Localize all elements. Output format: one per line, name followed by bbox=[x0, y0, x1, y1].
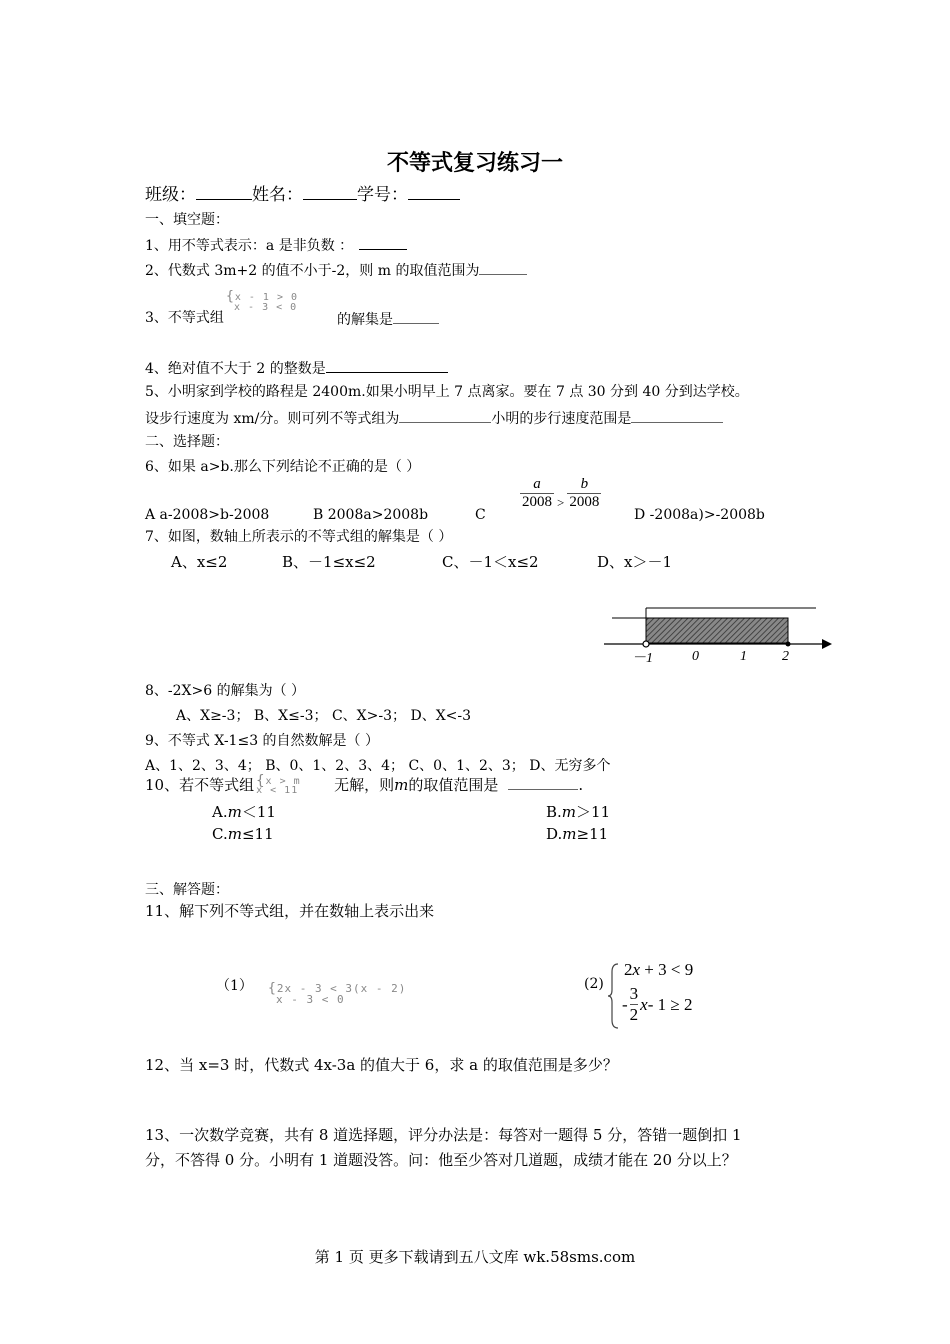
question-5-text-a: 设步行速度为 xm/分。则可列不等式组为 bbox=[145, 411, 400, 427]
question-11-stem: 11、解下列不等式组，并在数轴上表示出来 bbox=[145, 902, 435, 920]
question-10-end: . bbox=[578, 776, 584, 794]
question-5-blank-b[interactable] bbox=[631, 406, 723, 423]
solution-region-hatch bbox=[646, 618, 788, 643]
part-2-brace bbox=[608, 962, 620, 1030]
part-1-line1: 2x - 3 < 3(x - 2) bbox=[276, 982, 407, 995]
question-6-option-d: D -2008a)>-2008b bbox=[634, 507, 765, 523]
question-1-text: 1、用不等式表示：a 是非负数 ： bbox=[145, 238, 354, 254]
section-choice-heading: 二、选择题： bbox=[145, 434, 229, 450]
fraction-a-denominator: 2008 bbox=[522, 494, 552, 510]
question-2 bbox=[145, 258, 527, 280]
question-13-line2: 分，不答得 0 分。小明有 1 道题没答。问：他至少答对几道题，成绩才能在 20 分以上？ bbox=[145, 1151, 737, 1169]
option-a-rel: ＜11 bbox=[241, 803, 276, 821]
question-2-text: 2、代数式 3m+2 的值不小于-2，则 m 的取值范围为 bbox=[145, 263, 480, 279]
question-6-option-a: A a-2008>b-2008 bbox=[145, 507, 270, 523]
axis-label-0: 0 bbox=[692, 649, 699, 664]
question-3-suffix: 的解集是 bbox=[337, 312, 393, 328]
closed-point-2 bbox=[786, 642, 791, 647]
part-2-coef: 2 bbox=[624, 960, 633, 979]
option-d-rel: ≥11 bbox=[576, 825, 609, 843]
part-2-x2: x bbox=[640, 994, 648, 1014]
question-3-system-line1: x - 1 > 0 bbox=[234, 292, 299, 303]
question-10-system-line2: x < 11 bbox=[256, 785, 299, 796]
question-10-stem bbox=[145, 773, 583, 795]
question-11-part-1-system: {2x - 3 < 3(x - 2) x - 3 < 0 bbox=[268, 981, 407, 1006]
question-5-line2 bbox=[145, 406, 723, 428]
question-9-stem: 9、不等式 X-1≤3 的自然数解是（ ） bbox=[145, 733, 380, 749]
part-2-minus: - bbox=[622, 994, 628, 1014]
question-10-option-c bbox=[212, 825, 274, 843]
number-line-figure bbox=[600, 598, 840, 670]
question-1-blank[interactable] bbox=[359, 233, 407, 250]
part-2-line2 bbox=[622, 984, 692, 1025]
axis-label-1: 1 bbox=[740, 649, 747, 664]
option-c-label: C. bbox=[212, 825, 228, 843]
question-6-stem: 6、如果 a>b.那么下列结论不正确的是（ ） bbox=[145, 459, 421, 475]
class-blank[interactable] bbox=[196, 183, 252, 200]
question-5-blank-a[interactable] bbox=[399, 406, 491, 423]
question-1 bbox=[145, 233, 407, 255]
question-12: 12、当 x=3 时，代数式 4x-3a 的值大于 6，求 a 的取值范围是多少？ bbox=[145, 1056, 618, 1074]
option-b-m: m bbox=[561, 803, 577, 821]
question-3-system-line2: x - 3 < 0 bbox=[234, 302, 298, 313]
student-info-line bbox=[145, 180, 460, 205]
question-8-options: A、X≥-3； B、X≤-3； C、X>-3； D、X<-3 bbox=[176, 708, 472, 724]
question-6-option-b: B 2008a>2008b bbox=[313, 507, 429, 523]
question-10-system-line1: x > m bbox=[265, 776, 301, 787]
question-11-part-1-label: （1） bbox=[216, 978, 253, 994]
option-d-label: D. bbox=[546, 825, 563, 843]
question-3-system-image: {x - 1 > 0 x - 3 < 0 bbox=[226, 289, 299, 313]
part-2-line1 bbox=[624, 960, 693, 980]
question-5-text-b: 小明的步行速度范围是 bbox=[491, 411, 632, 427]
section-fill-heading: 一、填空题： bbox=[145, 212, 229, 228]
question-4-text: 4、绝对值不大于 2 的整数是 bbox=[145, 361, 326, 377]
name-label: 姓名： bbox=[252, 185, 303, 205]
question-7-option-c: C、－1＜x≤2 bbox=[442, 553, 539, 571]
student-id-blank[interactable] bbox=[408, 183, 460, 200]
option-b-label: B. bbox=[546, 803, 562, 821]
question-9-options: A、1、2、3、4； B、0、1、2、3、4； C、0、1、2、3； D、无穷多个 bbox=[145, 758, 611, 774]
option-a-label: A. bbox=[212, 803, 228, 821]
question-3-blank[interactable] bbox=[393, 307, 439, 324]
class-label: 班级： bbox=[145, 185, 196, 205]
question-13-line1: 13、一次数学竞赛，共有 8 道选择题，评分办法是：每答对一题得 5 分，答错一题倒扣 1 bbox=[145, 1126, 742, 1144]
open-point-minus-1 bbox=[643, 641, 649, 647]
option-b-rel: ＞11 bbox=[576, 803, 611, 821]
question-6-option-c-label: C bbox=[475, 507, 486, 523]
part-2-denominator: 2 bbox=[629, 1005, 639, 1024]
question-7-stem: 7、如图，数轴上所表示的不等式组的解集是（ ） bbox=[145, 529, 453, 545]
question-6-option-c-expr bbox=[520, 476, 601, 511]
name-blank[interactable] bbox=[303, 183, 357, 200]
question-3-tail bbox=[337, 307, 439, 329]
option-d-m: m bbox=[562, 825, 577, 843]
question-2-blank[interactable] bbox=[479, 258, 527, 275]
page-footer: 第 1 页 更多下载请到五八文库 wk.58sms.com bbox=[314, 1248, 636, 1266]
question-10-option-a bbox=[212, 801, 276, 822]
option-c-operator: > bbox=[557, 494, 565, 510]
fraction-b-numerator: b bbox=[580, 476, 589, 492]
question-10-option-d bbox=[546, 825, 608, 843]
part-2-numerator: 3 bbox=[629, 984, 639, 1003]
axis-arrow bbox=[822, 639, 832, 649]
part-2-rest2: - 1 ≥ 2 bbox=[647, 994, 693, 1014]
question-8-stem: 8、-2X>6 的解集为（ ） bbox=[145, 683, 306, 699]
question-10-prefix: 10、若不等式组 bbox=[145, 776, 255, 794]
question-10-mid: 无解，则 bbox=[334, 776, 395, 794]
question-3 bbox=[145, 307, 224, 327]
axis-label-minus-1: －1 bbox=[632, 651, 653, 666]
question-10-blank[interactable] bbox=[508, 773, 578, 790]
section-solve-heading: 三、解答题： bbox=[145, 882, 229, 898]
part-2-x1: x bbox=[632, 960, 641, 979]
part-1-line2: x - 3 < 0 bbox=[276, 993, 345, 1006]
part-2-rest1: + 3 < 9 bbox=[640, 960, 694, 979]
question-4-blank[interactable] bbox=[326, 356, 448, 373]
id-label: 学号： bbox=[357, 185, 408, 205]
fraction-b-denominator: 2008 bbox=[569, 494, 600, 510]
question-10-option-b bbox=[546, 801, 610, 822]
option-c-rel: ≤11 bbox=[241, 825, 274, 843]
axis-label-2: 2 bbox=[782, 649, 789, 664]
option-c-m: m bbox=[227, 825, 242, 843]
question-7-option-d: D、x＞－1 bbox=[597, 553, 673, 571]
question-7-option-b: B、－1≤x≤2 bbox=[282, 553, 376, 571]
question-10-m: m bbox=[394, 776, 409, 794]
page-title: 不等式复习练习一 bbox=[386, 151, 563, 176]
question-10-suffix: 的取值范围是 bbox=[408, 776, 499, 794]
question-11-part-2-label: (2) bbox=[584, 976, 604, 992]
question-5-line1: 5、小明家到学校的路程是 2400m.如果小明早上 7 点离家。要在 7 点 30 分到 40 分到达学校。 bbox=[145, 384, 749, 400]
question-3-prefix: 3、不等式组 bbox=[145, 310, 224, 326]
question-10-system-image: { x > m x < 11 bbox=[256, 777, 332, 795]
question-7-option-a: A、x≤2 bbox=[171, 553, 228, 571]
option-a-m: m bbox=[227, 803, 242, 821]
fraction-a-numerator: a bbox=[533, 476, 541, 492]
question-4 bbox=[145, 356, 448, 378]
